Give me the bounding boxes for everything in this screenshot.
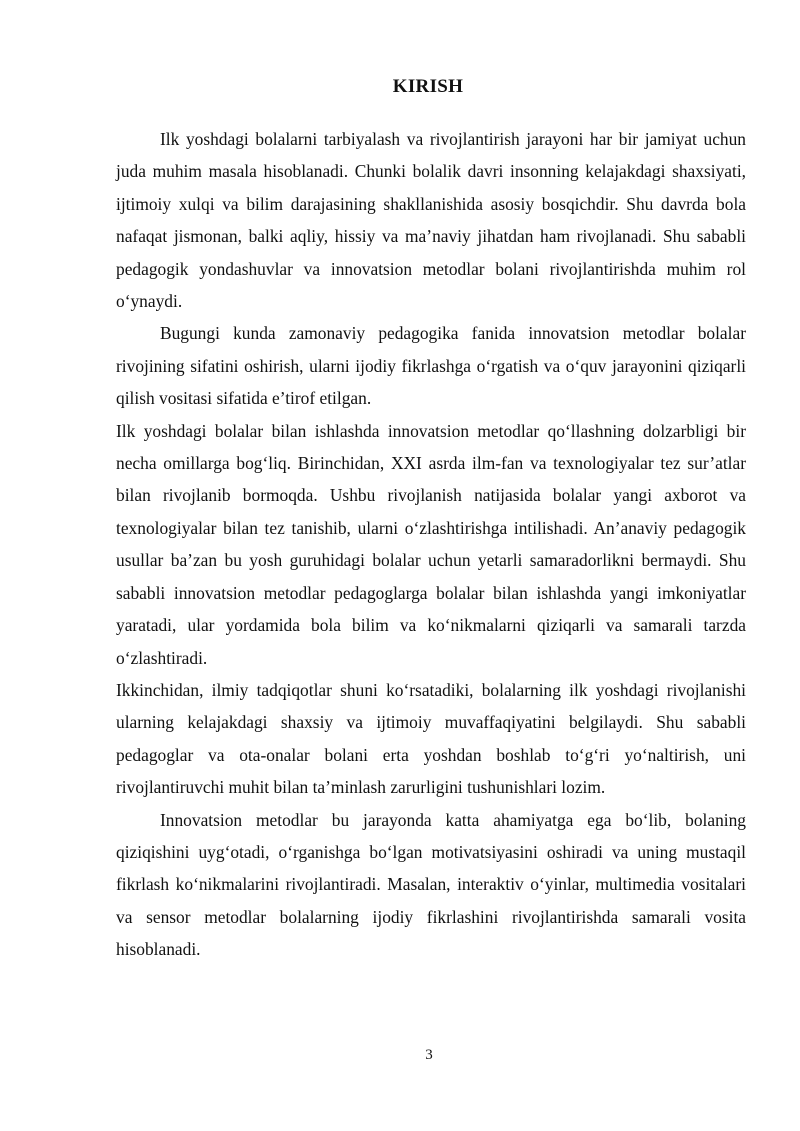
- page-title: KIRISH: [392, 76, 464, 97]
- paragraph-research: Ikkinchidan, ilmiy tadqiqotlar shuni ko‘rsatadiki, bolalarning ilk yoshdagi rivojlanishi ularning kelajakdagi shaxsiy va ijtimoiy muvaffaqiyatini belgilaydi. Shu sababli pedagoglar va ota-onalar bolani erta yoshdan boshlab to‘g‘ri yo‘naltirish, uni rivojlantiruvchi muhit bilan ta’minlash zarurligini tushunishlari lozim.: [116, 679, 746, 798]
- paragraph-intro: Ilk yoshdagi bolalarni tarbiyalash va rivojlantirish jarayoni har bir jamiyat uchun juda muhim masala hisoblanadi. Chunki bolalik davri insonning kelajakdagi shaxsiyati, ijtimoiy xulqi va bilim darajasining shakllanishida asosiy bosqichdir. Shu davrda bola nafaqat jismonan, balki aqliy, hissiy va ma’naviy jihatdan ham rivojlanadi. Shu sababli pedagogik yondashuvlar va innovatsion metodlar bolani rivojlantirishda muhim rol o‘ynaydi.: [116, 129, 746, 312]
- page-number: 3: [425, 1047, 433, 1063]
- paragraph-innovative-methods: Innovatsion metodlar bu jarayonda katta ahamiyatga ega bo‘lib, bolaning qiziqishini uyg‘otadi, o‘rganishga bo‘lgan motivatsiyasini oshiradi va uning mustaqil fikrlash ko‘nikmalarini rivojlantiradi. Masalan, interaktiv o‘yinlar, multimedia vositalari va sensor metodlar bolalarning ijodiy fikrlashini rivojlantirishda samarali vosita hisoblanadi.: [116, 809, 746, 960]
- paragraph-relevance: Ilk yoshdagi bolalar bilan ishlashda innovatsion metodlar qo‘llashning dolzarbligi bir necha omillarga bog‘liq. Birinchidan, XXI asrda ilm-fan va texnologiyalar tez sur’atlar bilan rivojlanib bormoqda. Ushbu rivojlanish natijasida bolalar yangi axborot va texnologiyalar bilan tez tanishib, ularni o‘zlashtirishga intilishadi. An’anaviy pedagogik usullar ba’zan bu yosh guruhidagi bolalar uchun yetarli samaradorlikni bermaydi. Shu sababli innovatsion metodlar pedagoglarga bolalar bilan ishlashda yangi imkoniyatlar yaratadi, ular yordamida bola bilim va ko‘nikmalarni qiziqarli va samarali tarzda o‘zlashtiradi.: [116, 420, 746, 668]
- document-body: [116, 123, 746, 966]
- paragraph-modern-pedagogy: Bugungi kunda zamonaviy pedagogika fanida innovatsion metodlar bolalar rivojining sifatini oshirish, ularni ijodiy fikrlashga o‘rgatish va o‘quv jarayonini qiziqarli qilish vositasi sifatida e’tirof etilgan.: [116, 323, 746, 409]
